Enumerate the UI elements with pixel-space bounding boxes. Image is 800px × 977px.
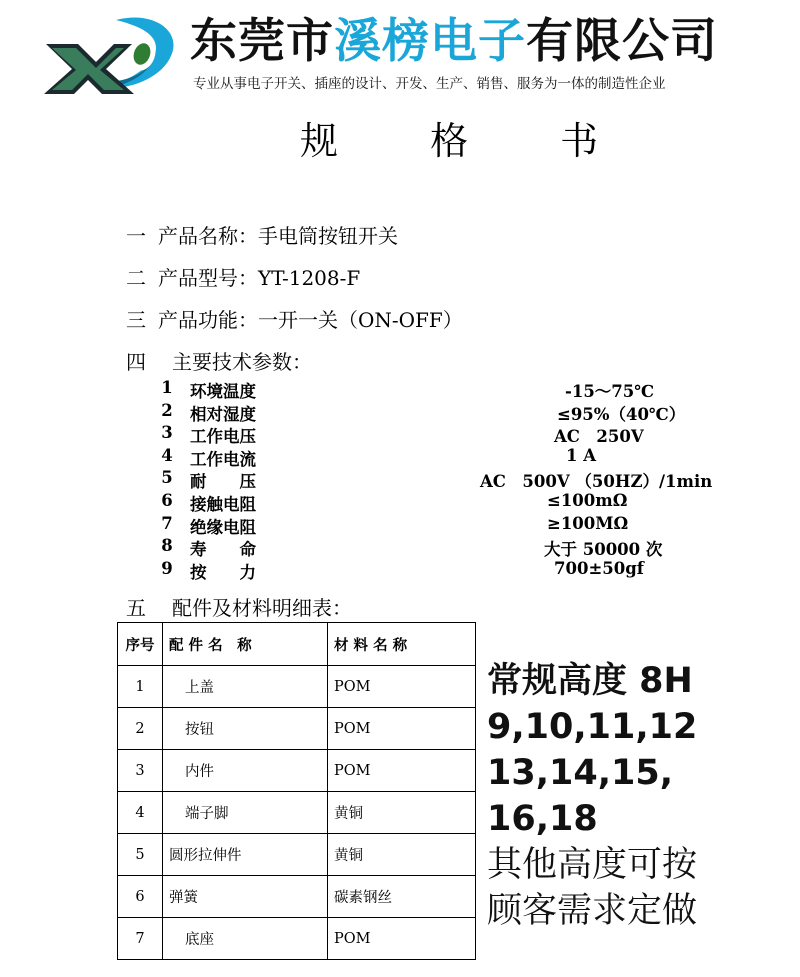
param-number: 1: [161, 378, 173, 397]
column-header-part: 配 件 名 称: [163, 623, 328, 666]
cell-no: 2: [118, 708, 163, 750]
section-text: 产品功能：一开一关（ON-OFF）: [158, 308, 463, 332]
param-label: 工作电流: [190, 449, 256, 469]
param-row: [160, 378, 720, 401]
cell-part: 底座: [163, 918, 328, 960]
table-row: [118, 750, 476, 792]
section-product-function: [126, 304, 463, 333]
param-value: 700±50gf: [554, 558, 644, 578]
cell-material: POM: [328, 918, 476, 960]
param-value: 1 A: [566, 445, 597, 465]
company-logo: [44, 14, 180, 94]
company-name-part2: 溪榜电子: [334, 14, 526, 69]
param-number: 7: [161, 513, 173, 533]
section-number: 三: [126, 308, 146, 332]
param-number: 8: [161, 536, 173, 556]
tech-params-list: [160, 378, 720, 581]
parts-materials-table: [117, 622, 476, 960]
column-header-no: 序号: [118, 623, 163, 666]
cell-no: 5: [118, 834, 163, 876]
height-note-line: 顾客需求定做: [487, 891, 698, 931]
section-tech-params: [126, 346, 312, 375]
cell-material: 碳素钢丝: [328, 876, 476, 918]
column-header-material: 材 料 名 称: [328, 623, 476, 666]
company-name-part1: 东莞市: [190, 14, 334, 69]
section-number: 五: [126, 596, 146, 620]
param-label: 相对湿度: [190, 404, 256, 424]
param-row: [160, 423, 720, 446]
table-row: [118, 876, 476, 918]
section-number: 四: [126, 350, 146, 374]
height-note-line: 13,14,15,: [487, 753, 674, 793]
table-row: [118, 708, 476, 750]
section-text: 配件及材料明细表：: [172, 596, 352, 620]
cell-material: 黄铜: [328, 834, 476, 876]
table-header-row: [118, 623, 476, 666]
param-row: [160, 536, 720, 559]
height-note-line: 9,10,11,12: [487, 707, 698, 747]
param-label: 环境温度: [190, 382, 256, 401]
param-label: 按 力: [190, 562, 256, 582]
cell-no: 7: [118, 918, 163, 960]
section-number: 二: [126, 266, 146, 290]
cell-part: 按钮: [163, 708, 328, 750]
section-parts-list: [126, 592, 352, 621]
cell-no: 1: [118, 666, 163, 708]
section-text: 主要技术参数：: [172, 350, 312, 374]
cell-material: 黄铜: [328, 792, 476, 834]
height-note-line: 常规高度 8H: [487, 661, 693, 701]
param-row: [160, 514, 720, 537]
section-text: 产品型号：YT-1208-F: [158, 266, 361, 290]
param-label: 绝缘电阻: [190, 517, 256, 537]
height-note-line: 其他高度可按: [487, 845, 698, 885]
cell-part: 弹簧: [163, 876, 328, 918]
param-value: AC 500V （50HZ）/1min: [480, 472, 713, 492]
param-row: [160, 491, 720, 514]
document-title: 规 格 书: [300, 119, 639, 163]
height-note-line: 16,18: [487, 799, 598, 839]
cell-no: 6: [118, 876, 163, 918]
section-number: 一: [126, 224, 146, 248]
param-value: 大于 50000 次: [544, 540, 663, 560]
table-row: [118, 918, 476, 960]
height-note: [487, 658, 697, 934]
table-row: [118, 792, 476, 834]
cell-part: 内件: [163, 750, 328, 792]
cell-no: 3: [118, 750, 163, 792]
param-row: [160, 446, 720, 469]
param-row: [160, 559, 720, 582]
param-label: 接触电阻: [190, 494, 256, 514]
param-number: 4: [161, 445, 173, 465]
section-text: 产品名称：手电筒按钮开关: [158, 224, 398, 248]
cell-part: 上盖: [163, 666, 328, 708]
param-value: AC 250V: [554, 427, 644, 447]
table-row: [118, 666, 476, 708]
param-number: 9: [161, 558, 173, 578]
param-number: 6: [161, 490, 173, 510]
cell-part: 圆形拉伸件: [163, 834, 328, 876]
section-product-model: [126, 262, 360, 291]
cell-part: 端子脚: [163, 792, 328, 834]
param-label: 寿 命: [190, 540, 256, 560]
param-label: 耐 压: [190, 472, 256, 492]
param-value: ≤95%（40℃）: [557, 404, 686, 424]
param-number: 5: [161, 468, 173, 488]
company-slogan: 专业从事电子开关、插座的设计、开发、生产、销售、服务为一体的制造性企业: [193, 76, 666, 92]
table-row: [118, 834, 476, 876]
cell-material: POM: [328, 666, 476, 708]
company-name: [190, 14, 718, 70]
param-label: 工作电压: [190, 427, 256, 447]
param-row: [160, 401, 720, 424]
param-number: 3: [161, 423, 173, 443]
cell-material: POM: [328, 708, 476, 750]
cell-no: 4: [118, 792, 163, 834]
param-value: ≥100MΩ: [547, 513, 629, 533]
company-name-part3: 有限公司: [526, 14, 718, 69]
section-product-name: [126, 220, 398, 249]
param-value: -15～75℃: [565, 382, 655, 401]
cell-material: POM: [328, 750, 476, 792]
param-row: [160, 468, 720, 491]
param-value: ≤100mΩ: [547, 490, 628, 510]
param-number: 2: [161, 400, 173, 420]
